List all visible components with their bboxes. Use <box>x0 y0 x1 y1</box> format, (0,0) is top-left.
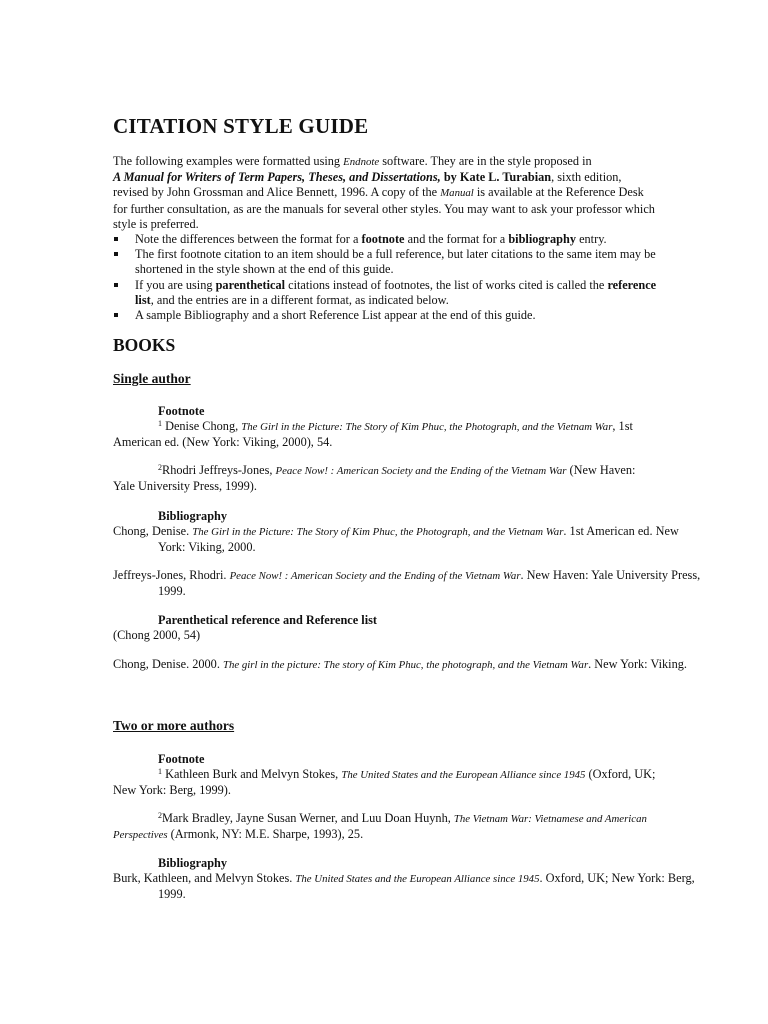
list-item: A sample Bibliography and a short Reference List appear at the end of this guide. <box>113 308 658 323</box>
footnote-entry: $^1$ Denise Chong, The Girl in the Picture: The Story of Kim Phuc, the Photograph, and the Vietnam War, 1st American ed. (New York: Viking, 2000), 54. <box>113 419 633 450</box>
list-item: The first footnote citation to an item should be a full reference, but later citations to the same item may be shortened in the style shown at the end of this guide. <box>113 247 658 277</box>
bibliography-entry: Burk, Kathleen, and Melvyn Stokes. The United States and the European Alliance since 1945. Oxford, UK; New York: Berg, 1999. <box>113 871 695 902</box>
bibliography-entry: Jeffreys-Jones, Rhodri. Peace Now! : American Society and the Ending of the Vietnam War. New Haven: Yale University Press, 1999. <box>113 568 701 599</box>
bullet-square-icon <box>114 283 118 287</box>
bullet-square-icon <box>114 252 118 256</box>
bibliography-label: Bibliography <box>158 509 228 523</box>
bullet-square-icon <box>114 313 118 317</box>
subsection-heading-single-author: Single author <box>113 371 191 386</box>
footnote-entry: $^1$ Kathleen Burk and Melvyn Stokes, The United States and the European Alliance since 1945 (Oxford, UK; New York: Berg, 1999). <box>113 767 656 798</box>
reference-list-entry: Chong, Denise. 2000. The girl in the picture: The story of Kim Phuc, the photograph, and the Vietnam War. New York: Viking. <box>113 657 687 671</box>
footnote-label: Footnote <box>158 752 205 766</box>
page-title: CITATION STYLE GUIDE <box>113 114 369 138</box>
footnote-entry: $^2$Rhodri Jeffreys-Jones, Peace Now! : American Society and the Ending of the Vietnam War (New Haven: Yale University Press, 1999). <box>113 463 636 494</box>
section-heading-books: BOOKS <box>113 335 176 355</box>
guide-notes-list <box>113 232 658 323</box>
footnote-entry: $^2$Mark Bradley, Jayne Susan Werner, and Luu Doan Huynh, The Vietnam War: Vietnamese and American Perspectives (Armonk, NY: M.E. Sharpe, 1993), 25. <box>113 811 647 842</box>
intro-paragraph: The following examples were formatted using Endnote software. They are in the style proposed in A Manual for Writers of Term Papers, Theses, and Dissertations, by Kate L. Turabian, sixth edition, revised by John Grossman and Alice Bennett, 1996. A copy of the Manual is available at the Reference Desk for further consultation, as are the manuals for several other styles. You may want to ask your professor which style is preferred. Note the differences between the format for a footnote and the format for a bibliography entry. The first footnote citation to an item should be a full reference, but later citations to the same item may be shortened in the style shown at the end of this guide. If you are using parenthetical citations instead of footnotes, the list of works cited is called the reference list, and the entries are in a different format, as indicated below. A sample Bibliography and a short Reference List appear at the end of this guide. <box>113 154 657 323</box>
list-item: If you are using parenthetical citations instead of footnotes, the list of works cited is called the reference list, and the entries are in a different format, as indicated below. <box>113 278 658 308</box>
parenthetical-reference: (Chong 2000, 54) <box>113 628 201 642</box>
parenthetical-label: Parenthetical reference and Reference list <box>158 613 377 627</box>
endnote-software-name: Endnote <box>343 156 380 168</box>
list-item: Note the differences between the format for a footnote and the format for a bibliography entry. <box>113 232 658 247</box>
subsection-heading-two-or-more-authors: Two or more authors <box>113 718 235 733</box>
manual-author: Kate L. Turabian <box>459 170 552 185</box>
bibliography-label: Bibliography <box>158 856 228 870</box>
footnote-label: Footnote <box>158 404 205 418</box>
bibliography-entry: Chong, Denise. The Girl in the Picture: The Story of Kim Phuc, the Photograph, and the Vietnam War. 1st American ed. New York: Viking, 2000. <box>113 524 679 555</box>
bullet-square-icon <box>114 237 118 241</box>
manual-title: A Manual for Writers of Term Papers, Theses, and Dissertations, <box>113 170 441 185</box>
